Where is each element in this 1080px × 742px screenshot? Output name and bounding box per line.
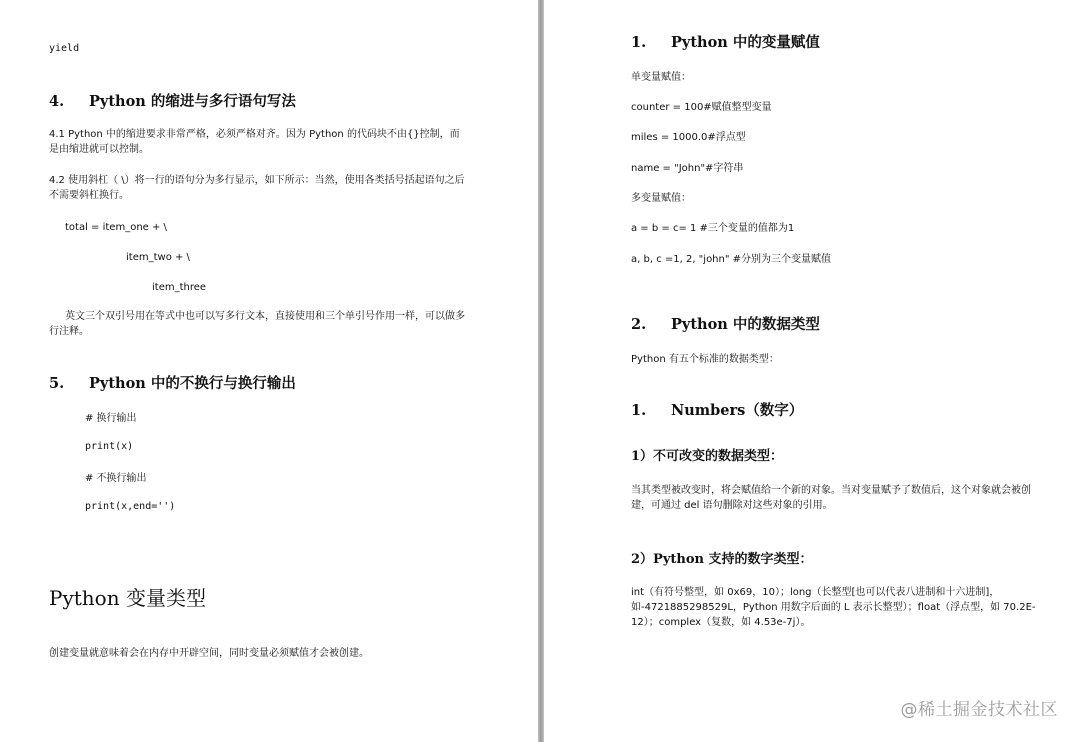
immutable-subheading: 1）不可改变的数据类型： (631, 449, 784, 464)
numbers-title: Numbers（数字） (671, 402, 804, 419)
code-line-3: item_three (152, 282, 207, 293)
section-4-para-1: 4.1 Python 中的缩进要求非常严格，必须严格对齐。因为 Python 的代码块不由{}控制，而是由缩进就可以控制。 (49, 129, 460, 155)
section-5-title: Python 中的不换行与换行输出 (89, 375, 296, 392)
assign-line-5: a, b, c =1, 2, "john" #分别为三个变量赋值 (631, 254, 832, 265)
right-page (544, 0, 1080, 742)
code-print-end: print(x,end='') (85, 501, 176, 512)
assign-line-1: counter = 100#赋值整型变量 (631, 102, 772, 113)
section-1-heading (631, 31, 820, 52)
section-2-heading (631, 313, 820, 334)
number-types-text: int（有符号整型，如 0x69，10）；long（长整型[也可以代表八进制和十六进制]，如-4721885298529L，Python 用数字后面的 L 表示长整型）；float（浮点型，如 70.2E-12）；complex（复数，如 4.53e-7j）。 (631, 587, 1036, 628)
numbers-number: 1. (631, 402, 647, 419)
code-comment-newline: # 换行输出 (85, 413, 137, 424)
immutable-text: 当其类型被改变时，将会赋值给一个新的对象。当对变量赋予了数值后，这个对象就会被创建，可通过 del 语句删除对这些对象的引用。 (631, 485, 1031, 511)
number-types-subheading: 2）Python 支持的数字类型： (631, 552, 813, 567)
chapter-title: Python 变量类型 (49, 586, 206, 610)
section-4-title: Python 的缩进与多行语句写法 (89, 93, 296, 110)
code-line-1: total = item_one + \ (65, 222, 167, 233)
section-2-title: Python 中的数据类型 (671, 316, 820, 333)
section-4-para-3: 英文三个双引号用在等式中也可以写多行文本，直接使用和三个单引号作用一样，可以做多行注释。 (49, 311, 465, 337)
code-line-2: item_two + \ (126, 252, 190, 263)
section-2-intro: Python 有五个标准的数据类型： (631, 354, 779, 365)
section-1-number: 1. (631, 34, 647, 51)
assign-line-4: a = b = c= 1 #三个变量的值都为1 (631, 223, 795, 234)
section-5-heading (49, 372, 296, 393)
section-4-heading (49, 90, 296, 111)
numbers-heading (631, 399, 803, 420)
assign-line-2: miles = 1000.0#浮点型 (631, 132, 746, 143)
yield-text: yield (49, 43, 80, 54)
multi-assign-label: 多变量赋值： (631, 193, 691, 204)
assign-line-3: name = "John"#字符串 (631, 163, 744, 174)
section-1-title: Python 中的变量赋值 (671, 34, 820, 51)
section-4-number: 4. (49, 93, 65, 110)
section-4-para-2: 4.2 使用斜杠（ \）将一行的语句分为多行显示，如下所示：当然，使用各类括号括起语句之后不需要斜杠换行。 (49, 175, 465, 201)
code-comment-no-newline: # 不换行输出 (85, 473, 147, 484)
section-2-number: 2. (631, 316, 647, 333)
left-page (0, 0, 538, 742)
watermark: @稀土掘金技术社区 (900, 700, 1058, 720)
single-assign-label: 单变量赋值： (631, 72, 691, 83)
section-5-number: 5. (49, 375, 65, 392)
code-print-x: print(x) (85, 441, 134, 452)
chapter-intro: 创建变量就意味着会在内存中开辟空间，同时变量必须赋值才会被创建。 (49, 648, 369, 659)
